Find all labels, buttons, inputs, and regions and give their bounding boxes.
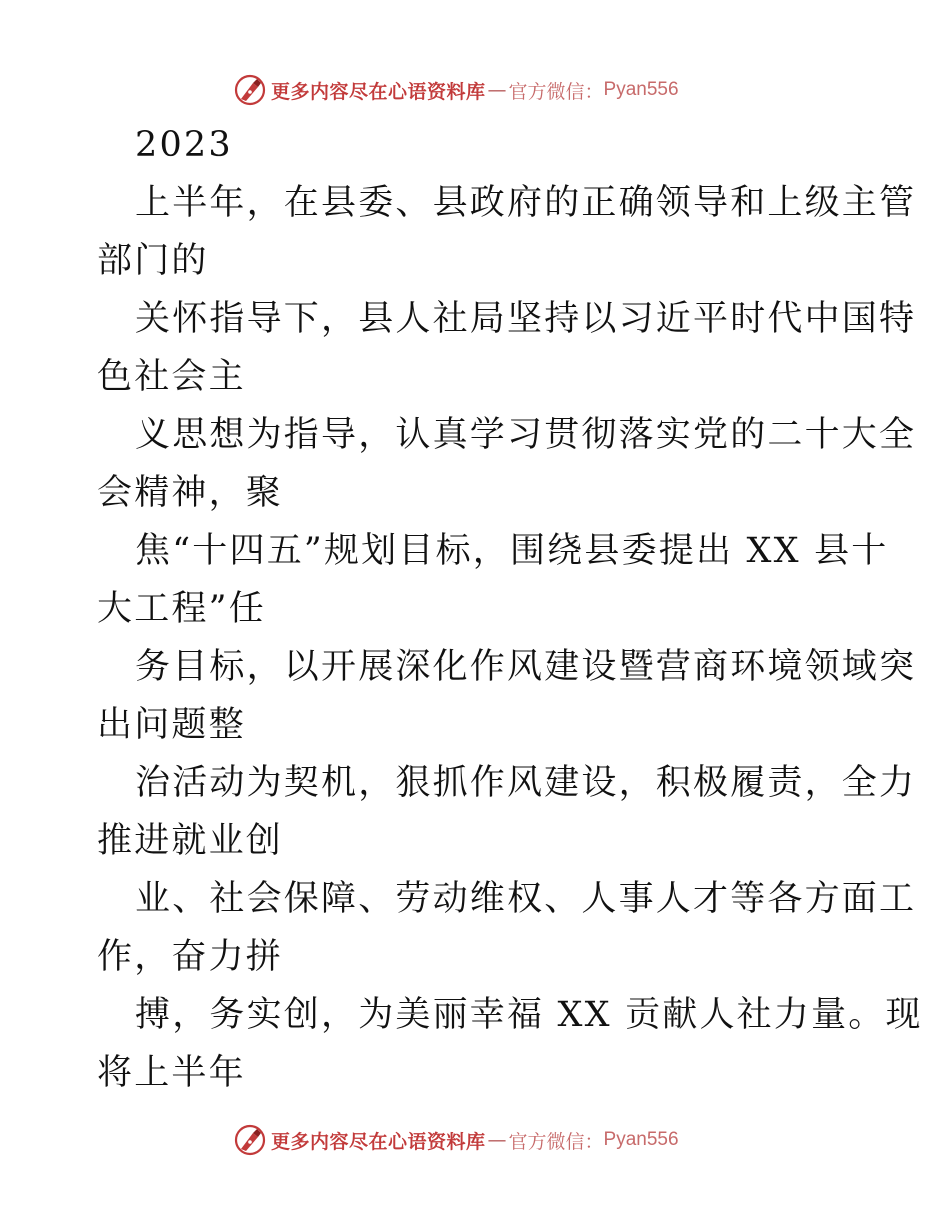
text-line: 业、社会保障、劳动维权、人事人才等各方面工	[135, 879, 917, 919]
watermark-dash: —	[487, 79, 507, 101]
header-watermark	[233, 70, 679, 110]
text-line: 治活动为契机，狠抓作风建设，积极履责，全力	[135, 763, 917, 803]
text-line: 搏，务实创，为美丽幸福 XX 贡献人社力量。现	[135, 995, 923, 1035]
text-line: 作，奋力拼	[97, 937, 284, 977]
text-line: 2023	[135, 125, 233, 165]
pen-nib-logo-icon	[233, 1123, 267, 1157]
text-line: 会精神，聚	[97, 473, 284, 513]
watermark-brand: 更多内容尽在心语资料库	[271, 80, 486, 103]
pen-nib-logo-icon	[233, 73, 267, 107]
watermark-id: Pyan556	[603, 79, 679, 100]
text-line: 部门的	[97, 241, 209, 281]
watermark-sub: 官方微信：	[508, 1130, 604, 1153]
watermark-dash: —	[487, 1129, 507, 1151]
text-line: 上半年，在县委、县政府的正确领导和上级主管	[135, 183, 917, 223]
text-line: 推进就业创	[97, 821, 284, 861]
text-line: 义思想为指导，认真学习贯彻落实党的二十大全	[135, 415, 917, 455]
text-line: 色社会主	[97, 357, 246, 397]
footer-watermark	[233, 1120, 679, 1160]
watermark-brand: 更多内容尽在心语资料库	[271, 1130, 486, 1153]
text-line: 出问题整	[97, 705, 246, 745]
text-line: 将上半年	[97, 1053, 246, 1093]
text-line: 关怀指导下，县人社局坚持以习近平时代中国特	[135, 299, 917, 339]
text-line: 大工程”任	[97, 589, 266, 629]
text-line: 焦“十四五”规划目标，围绕县委提出 XX 县十	[135, 531, 889, 571]
text-line: 务目标，以开展深化作风建设暨营商环境领域突	[135, 647, 917, 687]
watermark-sub: 官方微信：	[508, 80, 604, 103]
watermark-id: Pyan556	[603, 1129, 679, 1150]
